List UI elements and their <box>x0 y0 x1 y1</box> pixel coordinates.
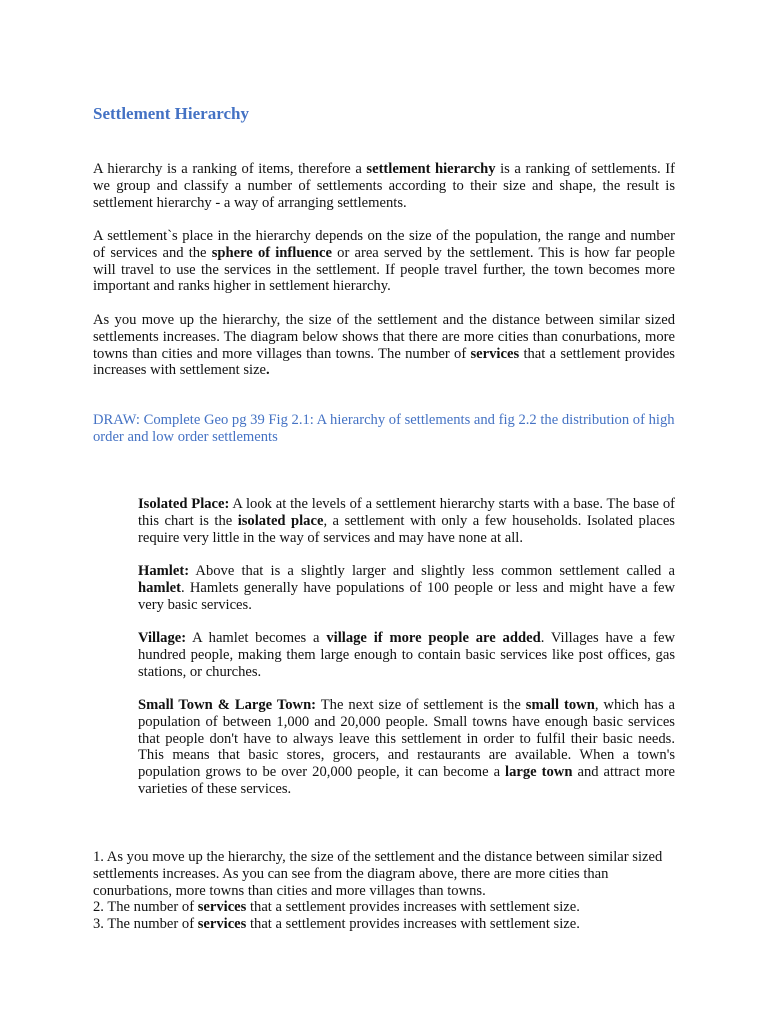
hamlet-text-a: Above that is a slightly larger and slightly less common settlement called a <box>189 563 675 579</box>
level-hamlet <box>138 563 675 613</box>
summary-item-2 <box>93 899 675 916</box>
town-text-a: The next size of settlement is the <box>316 697 526 713</box>
summary-item-3 <box>93 916 675 933</box>
intro-p1-text-c: is a ranking of settlements. If we group and classify a number of settlements according to their size and shape, the result is settlement hierarchy - a way of arranging settlements. <box>93 161 675 211</box>
level-town <box>138 697 675 798</box>
intro-p1-bold: settlement hierarchy <box>366 161 496 177</box>
level-village <box>138 630 675 680</box>
isolated-heading: Isolated Place: <box>138 496 230 512</box>
summary-list <box>93 849 675 933</box>
intro-p2-text-a: A settlement`s place in the hierarchy depends on the size of the population, the range and number of services and the <box>93 228 675 261</box>
intro-p2-bold: sphere of influence <box>211 244 333 261</box>
intro-p3-period: . <box>266 362 270 379</box>
village-bold: village if more people are added <box>326 630 541 646</box>
town-heading: Small Town & Large Town: <box>138 697 317 713</box>
isolated-text-c: , a settlement with only a few households. Isolated places require very little in the way of services and may have none at all. <box>138 512 675 546</box>
summary-item-2-bold: services <box>197 899 247 916</box>
town-text-e: and attract more varieties of these services. <box>138 764 675 797</box>
summary-item-2-text-a: 2. The number of <box>93 899 198 916</box>
level-isolated-place <box>138 496 675 546</box>
town-bold-large: large town <box>505 764 573 781</box>
hamlet-bold: hamlet <box>138 579 181 596</box>
intro-paragraph-3 <box>93 312 675 379</box>
summary-item-2-text-c: that a settlement provides increases with settlement size. <box>246 899 580 916</box>
hamlet-text-c: . Hamlets generally have populations of 100 people or less and might have a few very basic services. <box>138 579 675 613</box>
intro-p2-text-c: or area served by the settlement. This is how far people will travel to use the services in the settlement. If people travel further, the town becomes more important and ranks higher in settlement hierarchy. <box>93 244 675 295</box>
town-text-c: , which has a population of between 1,000 and 20,000 people. Small towns have enough basic services that people don't have to always leave this settlement in order to fulfil their basic needs. This means that basic stores, grocers, and restaurants are available. When a town's population grows to be over 20,000 people, it can become a <box>138 697 675 781</box>
isolated-bold: isolated place <box>237 512 324 529</box>
summary-item-3-text-a: 3. The number of <box>93 916 198 933</box>
summary-item-3-text-c: that a settlement provides increases with settlement size. <box>246 916 580 933</box>
summary-item-3-bold: services <box>197 916 247 933</box>
intro-p3-text-c: that a settlement provides increases with settlement size <box>93 345 675 379</box>
intro-p1-text-a: A hierarchy is a ranking of items, therefore a <box>93 161 367 177</box>
village-text-c: . Villages have a few hundred people, making them large enough to contain basic services like post offices, gas stations, or churches. <box>138 630 675 680</box>
hamlet-heading: Hamlet: <box>138 563 190 579</box>
village-heading: Village: <box>138 630 187 646</box>
town-bold-small: small town <box>525 697 595 713</box>
draw-instruction: DRAW: Complete Geo pg 39 Fig 2.1: A hierarchy of settlements and fig 2.2 the distribution of high order and low order settlements <box>93 412 675 445</box>
village-text-a: A hamlet becomes a <box>186 630 327 646</box>
intro-paragraph-1 <box>93 161 675 211</box>
intro-paragraph-2 <box>93 228 675 295</box>
summary-item-1: 1. As you move up the hierarchy, the size of the settlement and the distance between similar sized settlements increases. As you can see from the diagram above, there are more cities than conurbations, more towns than cities and more villages than towns. <box>93 849 663 899</box>
isolated-text-a: A look at the levels of a settlement hierarchy starts with a base. The base of this chart is the <box>138 496 675 529</box>
page-title: Settlement Hierarchy <box>93 104 249 123</box>
intro-p3-bold: services <box>470 345 520 362</box>
intro-p3-text-a: As you move up the hierarchy, the size of the settlement and the distance between similar sized settlements increases. The diagram below shows that there are more cities than conurbations, more towns than cities and more villages than towns. The number of <box>93 312 675 362</box>
